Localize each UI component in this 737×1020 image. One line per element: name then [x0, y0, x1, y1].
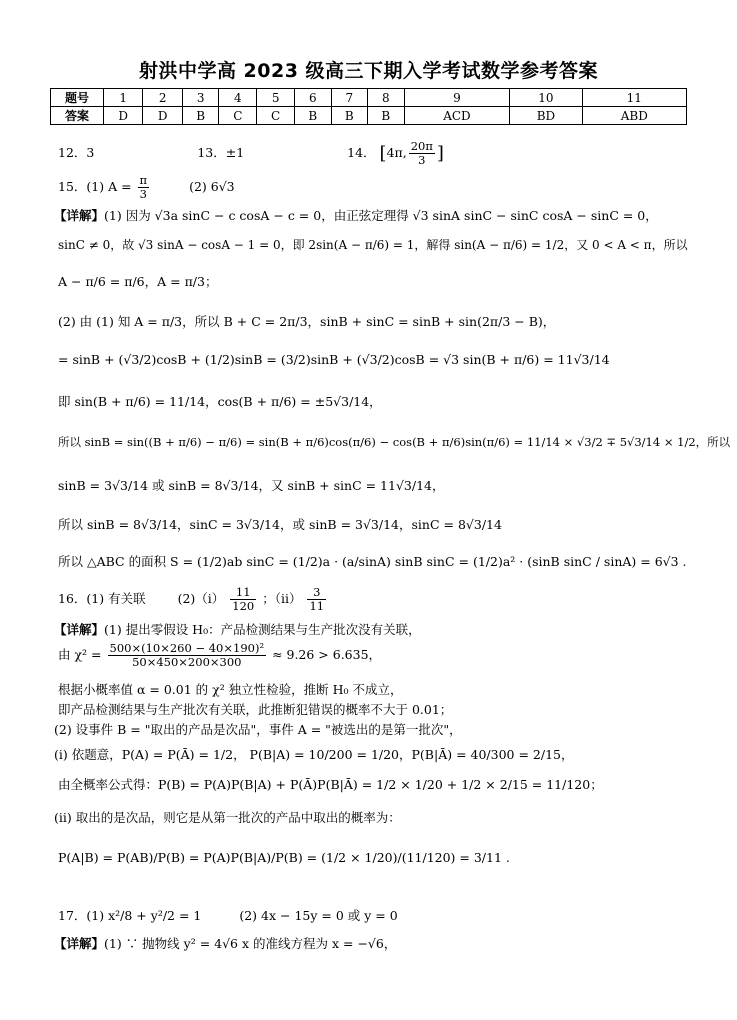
detail-tag: 【详解】 — [54, 622, 105, 637]
answer-cell: B — [331, 107, 368, 125]
q16-detail-line-4: 即产品检测结果与生产批次有关联，此推断犯错误的概率不大于 0.01； — [58, 702, 453, 717]
q17-detail-line-1 — [54, 934, 396, 952]
q16-detail-line-1 — [54, 620, 421, 638]
question-number: 2 — [143, 89, 182, 107]
header-label: 题号 — [51, 89, 104, 107]
q16-detail-line-8: (ⅱ) 取出的是次品，则它是从第一批次的产品中取出的概率为： — [54, 810, 401, 825]
question-number: 9 — [404, 89, 510, 107]
q14-den: 3 — [418, 153, 426, 168]
question-number: 8 — [368, 89, 405, 107]
q15-detail-line-8: sinB = 3√3/14 或 sinB = 8√3/14，又 sinB + sinC = 11√3/14， — [58, 478, 445, 493]
answer-cell: ACD — [404, 107, 510, 125]
chi-rhs: ≈ 9.26 > 6.635， — [272, 647, 382, 663]
answer-cell: B — [368, 107, 405, 125]
question-number: 1 — [104, 89, 143, 107]
q15-head-b: (2) 6√3 — [189, 179, 235, 195]
q17-head-eq: x²/8 + y²/2 = 1 — [108, 908, 202, 923]
question-number: 5 — [257, 89, 295, 107]
q17-answer — [58, 906, 398, 924]
q14-interval-left: 4π, — [386, 145, 407, 161]
detail-text: (1) 提出零假设 H₀：产品检测结果与生产批次没有关联， — [104, 622, 421, 637]
q13-answer: 13．±1 — [197, 145, 245, 161]
answer-cell: ABD — [582, 107, 686, 125]
q15-answer — [58, 174, 235, 201]
q15-detail-line-7: 所以 sinB = sin((B + π/6) − π/6) = sin(B + π/6)cos(π/6) − cos(B + π/6)sin(π/6) = 11/14 × √3/2 ∓ 5√3/14 × 1/2，所以 — [58, 435, 731, 449]
frac-num: 3 — [307, 586, 326, 600]
answer-table-answer-row — [51, 107, 687, 125]
q16-detail-line-5: (2) 设事件 B = "取出的产品是次品"，事件 A = "被选出的是第一批次"， — [54, 722, 462, 737]
answer-cell: B — [182, 107, 219, 125]
q16-head-b: (2)（ⅰ） — [177, 591, 225, 607]
answer-cell: BD — [510, 107, 582, 125]
q16-frac-2 — [307, 586, 326, 613]
page-title: 射洪中学高 2023 级高三下期入学考试数学参考答案 — [138, 60, 599, 82]
q14-num: 20π — [410, 139, 433, 153]
q16-detail-line-9: P(A|B) = P(AB)/P(B) = P(A)P(B|A)/P(B) = (1/2 × 1/20)/(11/120) = 3/11 . — [58, 850, 510, 865]
detail-text: (1) ∵ 抛物线 y² = 4√6 x 的准线方程为 x = −√6， — [104, 936, 397, 951]
answer-cell: B — [295, 107, 332, 125]
frac-den: 120 — [232, 599, 255, 614]
frac-num: 500×(10×260 − 40×190)² — [109, 641, 265, 655]
q15-detail-line-1 — [54, 206, 658, 224]
chi-lhs: 由 χ² = — [58, 647, 102, 663]
question-number: 7 — [331, 89, 368, 107]
answer-cell: C — [257, 107, 295, 125]
q16-detail-line-3: 根据小概率值 α = 0.01 的 χ² 独立性检验，推断 H₀ 不成立， — [58, 682, 403, 697]
q16-frac-1 — [230, 586, 256, 613]
q15-head-fraction — [138, 174, 150, 201]
q15-detail-line-9: 所以 sinB = 8√3/14，sinC = 3√3/14，或 sinB = 3√3/14，sinC = 8√3/14 — [58, 517, 502, 532]
frac-den: 50×450×200×300 — [132, 655, 242, 670]
q16-detail-line-6: (ⅰ) 依题意，P(A) = P(Ā) = 1/2， P(B|A) = 10/200 = 1/20，P(B|Ā) = 40/300 = 2/15， — [54, 747, 574, 762]
q16-detail-line-2 — [58, 642, 381, 669]
blank-answers-row: 12．3 13．±1 14． [4π, $\frac{20\pi}{3}$ ] — [58, 139, 444, 168]
q16-head: 16．(1) 有关联 — [58, 591, 146, 607]
question-number: 4 — [219, 89, 257, 107]
answer-cell: D — [104, 107, 143, 125]
q15-detail-line-10: 所以 △ABC 的面积 S = (1/2)ab sinC = (1/2)a · (a/sinA) sinB sinC = (1/2)a² · (sinB sinC / sinA) = 6√3 . — [58, 554, 687, 569]
answer-cell: C — [219, 107, 257, 125]
answer-table-header-row — [51, 89, 687, 107]
q15-detail-line-6: 即 sin(B + π/6) = 11/14，cos(B + π/6) = ±5√3/14， — [58, 394, 382, 409]
detail-tag: 【详解】 — [54, 936, 105, 951]
q15-detail-line-5: = sinB + (√3/2)cosB + (1/2)sinB = (3/2)sinB + (√3/2)cosB = √3 sin(B + π/6) = 11√3/14 — [58, 352, 610, 367]
question-number: 6 — [295, 89, 332, 107]
question-number: 11 — [582, 89, 686, 107]
frac-num: π — [139, 173, 148, 187]
q12-answer: 12．3 — [58, 145, 95, 161]
question-number: 3 — [182, 89, 219, 107]
frac-num: 11 — [230, 586, 256, 600]
q17-head-a: 17．(1) — [58, 908, 105, 923]
q14-fraction — [409, 140, 435, 167]
q16-head-c: ；（ⅱ） — [262, 591, 302, 607]
q15-detail-line-2: sinC ≠ 0，故 √3 sinA − cosA − 1 = 0，即 2sin(A − π/6) = 1，解得 sin(A − π/6) = 1/2，又 0 < A < π，所以 — [58, 238, 688, 252]
q15-detail-line-4: (2) 由 (1) 知 A = π/3，所以 B + C = 2π/3，sinB + sinC = sinB + sin(2π/3 − B)， — [58, 314, 556, 329]
frac-den: 3 — [139, 187, 147, 202]
detail-text: (1) 因为 √3a sinC − c cosA − c = 0，由正弦定理得 √3 sinA sinC − sinC cosA − sinC = 0， — [104, 208, 658, 223]
q16-answer — [58, 586, 328, 613]
answer-table — [50, 88, 687, 125]
answer-cell: D — [143, 107, 182, 125]
q17-head-b: (2) 4x − 15y = 0 或 y = 0 — [239, 908, 398, 923]
q16-detail-line-7: 由全概率公式得：P(B) = P(A)P(B|A) + P(Ā)P(B|Ā) = 1/2 × 1/20 + 1/2 × 2/15 = 11/120； — [58, 777, 603, 792]
detail-tag: 【详解】 — [54, 208, 105, 223]
q15-detail-line-3: A − π/6 = π/6，A = π/3； — [58, 274, 218, 289]
q14-label: 14． — [347, 145, 376, 161]
question-number: 10 — [510, 89, 582, 107]
answer-label: 答案 — [51, 107, 104, 125]
q15-head-a: 15．(1) A = — [58, 179, 132, 195]
chi-fraction — [108, 642, 267, 669]
frac-den: 11 — [309, 599, 325, 614]
